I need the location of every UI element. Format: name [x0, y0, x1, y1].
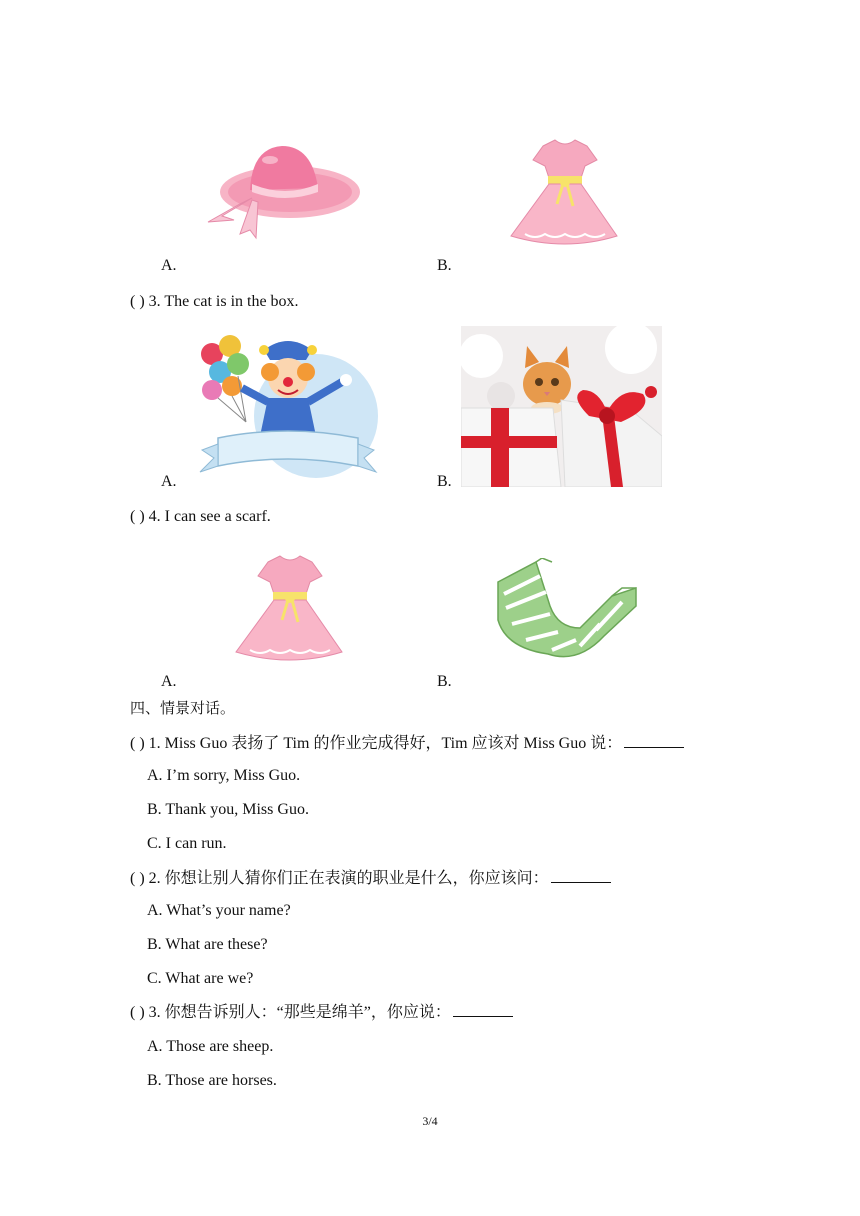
page-number: 3/4 — [422, 1114, 438, 1128]
q2-option-b-label: B. — [437, 257, 452, 274]
answer-blank[interactable] — [453, 1002, 513, 1017]
p4-q1-option-c: C. I can run. — [147, 835, 227, 852]
p4-q3-option-a: A. Those are sheep. — [147, 1038, 274, 1055]
answer-blank[interactable] — [551, 868, 611, 883]
clown-with-balloons-icon — [198, 332, 378, 484]
p4-q3 — [130, 1002, 513, 1023]
q2-option-a-label: A. — [161, 257, 177, 274]
q4-stem: 4. I can see a scarf. — [148, 508, 271, 525]
q4-option-a-label: A. — [161, 673, 177, 690]
p4-q3-stem: 3. 你想告诉别人：“那些是绵羊”，你应说： — [148, 1004, 451, 1021]
p4-q1-option-a: A. I’m sorry, Miss Guo. — [147, 767, 301, 784]
answer-parenthesis[interactable]: ( ) — [130, 508, 145, 525]
p4-q2-option-a: A. What’s your name? — [147, 902, 291, 919]
p4-q2 — [130, 868, 611, 889]
q3-question — [130, 292, 299, 312]
p4-q2-stem: 2. 你想让别人猜你们正在表演的职业是什么，你应该问： — [148, 870, 549, 887]
green-striped-scarf-icon — [492, 558, 640, 662]
answer-parenthesis[interactable]: ( ) — [130, 735, 145, 752]
answer-blank[interactable] — [624, 733, 684, 748]
q3-option-b-label: B. — [437, 473, 452, 490]
answer-parenthesis[interactable]: ( ) — [130, 293, 145, 310]
p4-q3-option-b: B. Those are horses. — [147, 1072, 277, 1089]
p4-q2-option-c: C. What are we? — [147, 970, 254, 987]
answer-parenthesis[interactable]: ( ) — [130, 870, 145, 887]
p4-q1-option-b: B. Thank you, Miss Guo. — [147, 801, 309, 818]
q4-question — [130, 507, 271, 527]
q3-stem: 3. The cat is in the box. — [148, 293, 299, 310]
p4-q1-stem: 1. Miss Guo 表扬了 Tim 的作业完成得好，Tim 应该对 Miss Guo 说： — [148, 735, 623, 752]
answer-parenthesis[interactable]: ( ) — [130, 1004, 145, 1021]
pink-dress-icon — [230, 552, 350, 664]
p4-q2-option-b: B. What are these? — [147, 936, 268, 953]
pink-hat-icon — [200, 140, 365, 240]
section-heading: 四、情景对话。 — [130, 699, 236, 717]
q3-option-a-label: A. — [161, 473, 177, 490]
q4-option-b-label: B. — [437, 673, 452, 690]
p4-q1 — [130, 733, 684, 754]
cat-in-gift-box-photo — [461, 326, 662, 487]
pink-dress-icon — [505, 136, 625, 248]
